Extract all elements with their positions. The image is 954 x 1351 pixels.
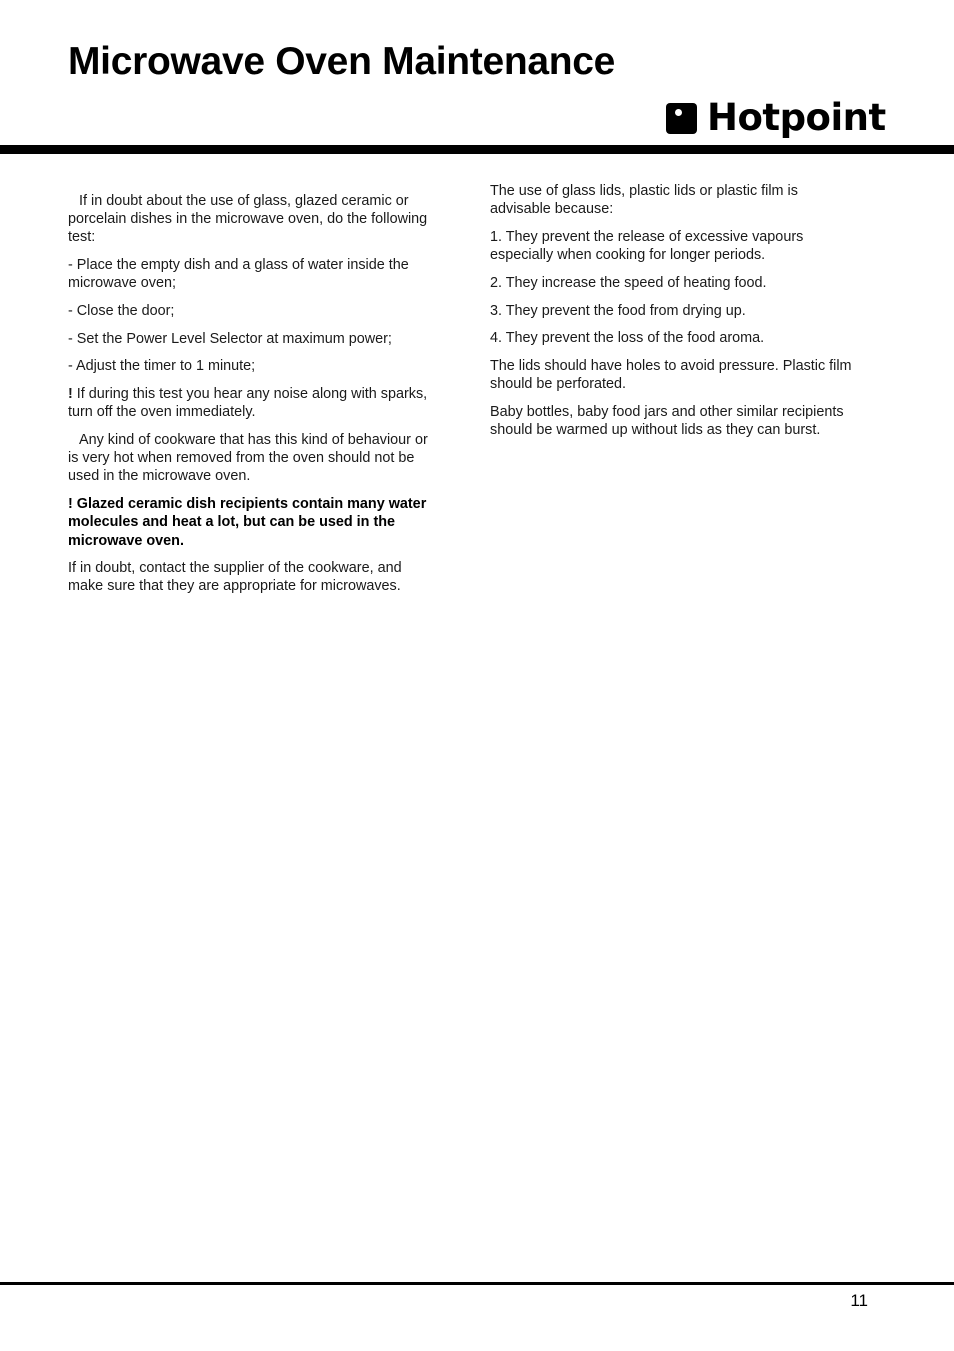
intro-paragraph: If in doubt about the use of glass, glazed ceramic or porcelain dishes in the microwave oven, do the following test: [68, 193, 428, 246]
test-step-1: - Place the empty dish and a glass of water inside the microwave oven; [68, 257, 409, 292]
lids-intro: The use of glass lids, plastic lids or plastic film is advisable because: [490, 183, 798, 218]
brand-name: Hotpoint [707, 96, 886, 139]
warning-paragraph [68, 385, 440, 421]
warning-text: If during this test you hear any noise along with sparks, turn off the oven immediately. [68, 386, 428, 421]
baby-bottles-paragraph: Baby bottles, baby food jars and other similar recipients should be warmed up without lids as they can burst. [490, 403, 844, 439]
page-title: Microwave Oven Maintenance [68, 40, 616, 83]
supplier-paragraph: If in doubt, contact the supplier of the cookware, and make sure that they are appropriate for microwaves. [68, 560, 402, 595]
hotpoint-logo-icon [666, 103, 697, 134]
warning-mark: ! [68, 386, 73, 403]
lids-holes-paragraph: The lids should have holes to avoid pressure. Plastic film should be perforated. [490, 357, 852, 393]
test-step-3: - Set the Power Level Selector at maximum power; [68, 330, 392, 347]
left-column [68, 192, 440, 605]
cookware-paragraph: Any kind of cookware that has this kind of behaviour or is very hot when removed from the oven should not be used in the microwave oven. [68, 432, 428, 485]
brand-logo [666, 98, 886, 138]
lids-reason-2: 2. They increase the speed of heating food. [490, 274, 767, 291]
lids-reason-1: 1. They prevent the release of excessive vapours especially when cooking for longer periods. [490, 228, 804, 264]
test-step-2: - Close the door; [68, 303, 175, 320]
lids-reason-3: 3. They prevent the food from drying up. [490, 302, 746, 319]
header-divider [0, 145, 954, 154]
glazed-ceramic-note: ! Glazed ceramic dish recipients contain many water molecules and heat a lot, but can be used in the microwave oven. [68, 496, 427, 549]
page-number: 11 [850, 1291, 868, 1310]
footer-divider [0, 1282, 954, 1285]
lids-reason-4: 4. They prevent the loss of the food aroma. [490, 330, 765, 347]
right-column [490, 182, 860, 449]
test-step-4: - Adjust the timer to 1 minute; [68, 358, 256, 375]
